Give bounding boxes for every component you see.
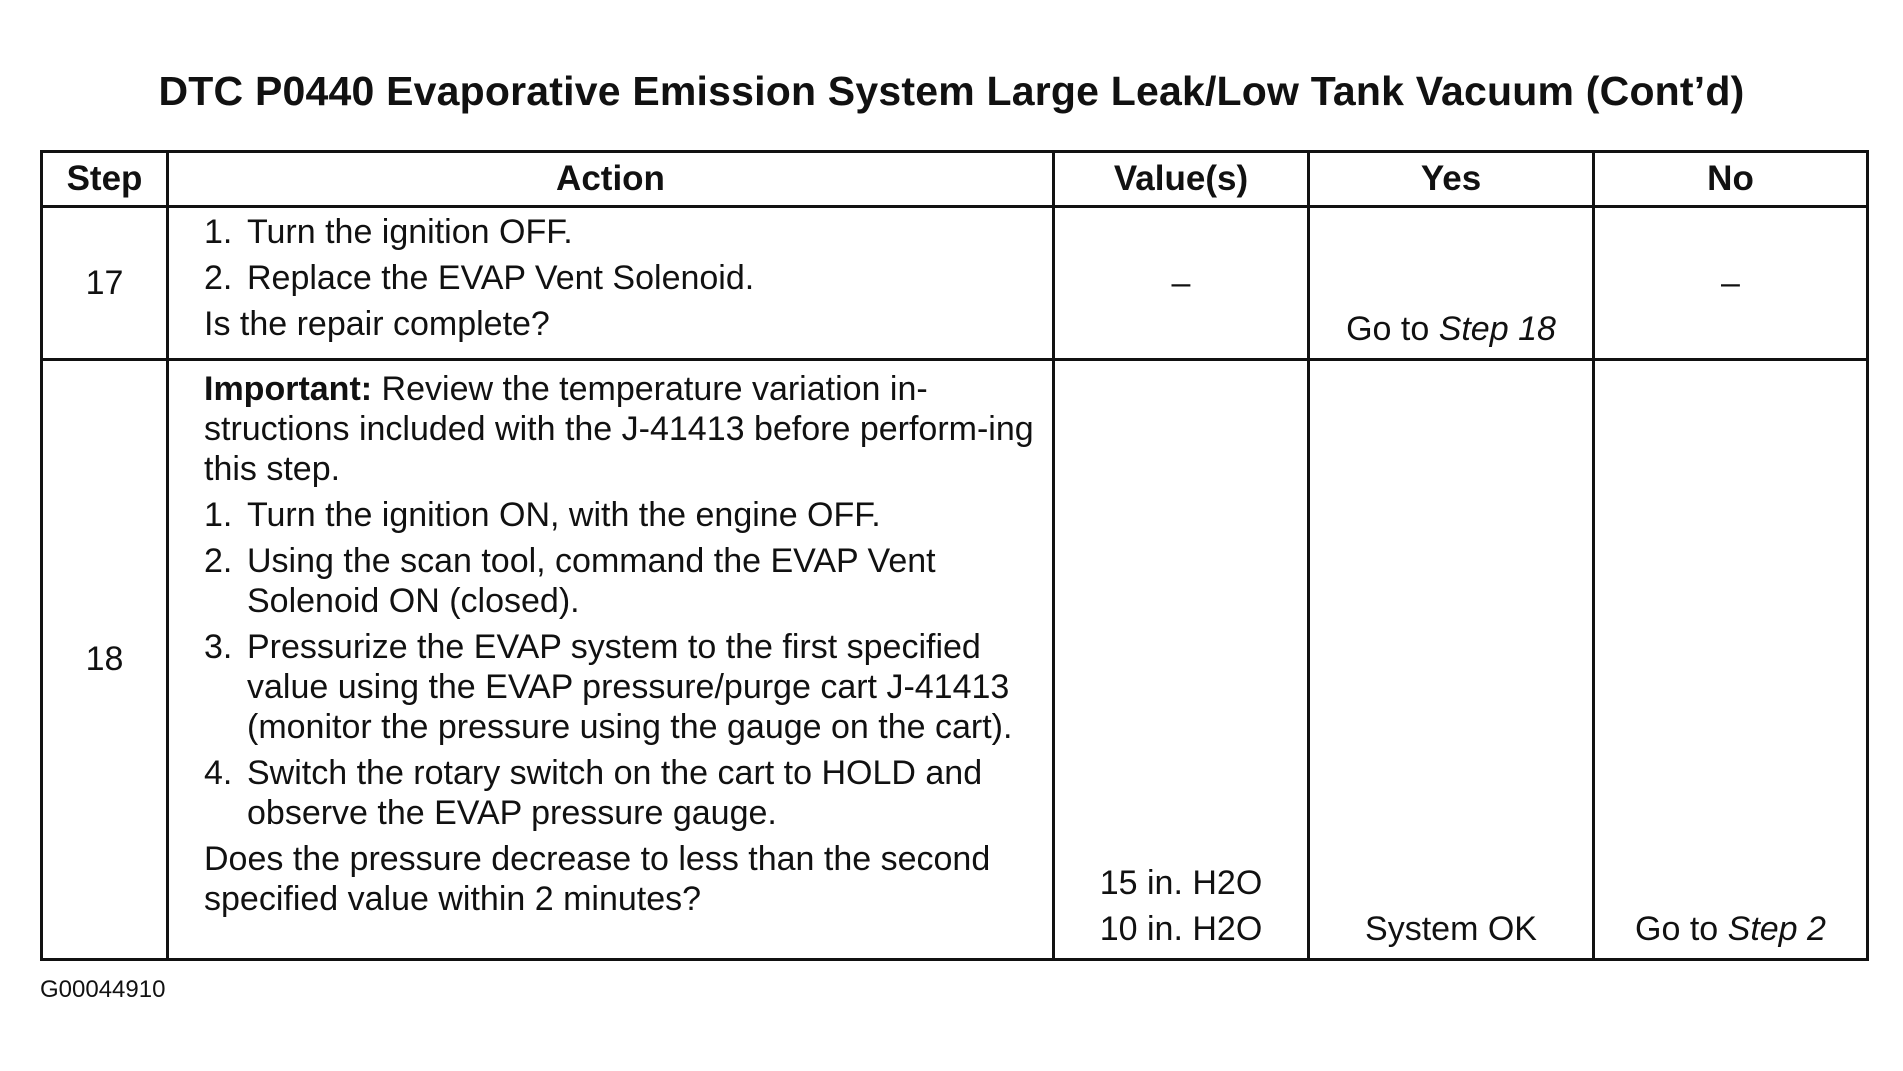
action-cell <box>168 360 1054 960</box>
yes-cell <box>1309 207 1594 360</box>
action-step-number: 3. <box>204 628 233 666</box>
column-header-action: Action <box>168 152 1054 207</box>
yes-result: System OK <box>1365 910 1537 948</box>
action-question: Is the repair complete? <box>204 305 550 343</box>
important-label: Important: <box>204 370 373 408</box>
important-text: Review the temperature variation in-structions included with the J-41413 before perform-ing this step. <box>204 370 1034 488</box>
no-step-reference: Step 2 <box>1727 910 1826 948</box>
important-note <box>204 369 1034 489</box>
page-title: DTC P0440 Evaporative Emission System Large Leak/Low Tank Vacuum (Cont’d) <box>158 68 1745 114</box>
action-step-item <box>204 258 1034 298</box>
action-step-text: Turn the ignition OFF. <box>247 213 573 251</box>
yes-step-reference: Step 18 <box>1438 310 1556 348</box>
action-cell <box>168 207 1054 360</box>
action-step-number: 2. <box>204 542 233 580</box>
values-cell <box>1054 207 1309 360</box>
values-dash: – <box>1171 263 1191 302</box>
action-step-number: 1. <box>204 213 233 251</box>
action-step-text: Using the scan tool, command the EVAP Vent Solenoid ON (closed). <box>247 542 936 620</box>
action-step-item <box>204 212 1034 252</box>
values-cell <box>1054 360 1309 960</box>
no-goto-prefix: Go to <box>1635 910 1728 948</box>
column-header-no: No <box>1594 152 1868 207</box>
column-header-values: Value(s) <box>1054 152 1309 207</box>
action-step-item <box>204 627 1034 747</box>
action-step-number: 4. <box>204 754 233 792</box>
action-step-text: Pressurize the EVAP system to the first specified value using the EVAP pressure/purge cart J-41413 (monitor the pressure using the gauge on the cart). <box>247 628 1013 746</box>
no-cell <box>1594 360 1868 960</box>
action-step-item <box>204 495 1034 535</box>
action-step-number: 2. <box>204 259 233 297</box>
table-header-row <box>42 152 1868 207</box>
figure-code: G00044910 <box>40 976 166 1003</box>
yes-goto-prefix: Go to <box>1346 310 1439 348</box>
table-row-step-18 <box>42 360 1868 960</box>
action-step-number: 1. <box>204 496 233 534</box>
table-row-step-17 <box>42 207 1868 360</box>
action-step-item <box>204 753 1034 833</box>
action-step-text: Switch the rotary switch on the cart to HOLD and observe the EVAP pressure gauge. <box>247 754 983 832</box>
action-question: Does the pressure decrease to less than the second specified value within 2 minutes? <box>204 840 991 918</box>
action-step-text: Replace the EVAP Vent Solenoid. <box>247 259 755 297</box>
first-specified-value: 15 in. H2O <box>1099 864 1263 902</box>
no-cell <box>1594 207 1868 360</box>
yes-cell <box>1309 360 1594 960</box>
diagnostic-table <box>40 150 1869 961</box>
action-step-item <box>204 541 1034 621</box>
column-header-yes: Yes <box>1309 152 1594 207</box>
action-step-text: Turn the ignition ON, with the engine OFF. <box>247 496 881 534</box>
step-number: 17 <box>42 207 168 360</box>
second-specified-value: 10 in. H2O <box>1099 910 1263 948</box>
column-header-step: Step <box>42 152 168 207</box>
step-number: 18 <box>42 360 168 960</box>
no-dash: – <box>1721 263 1740 302</box>
